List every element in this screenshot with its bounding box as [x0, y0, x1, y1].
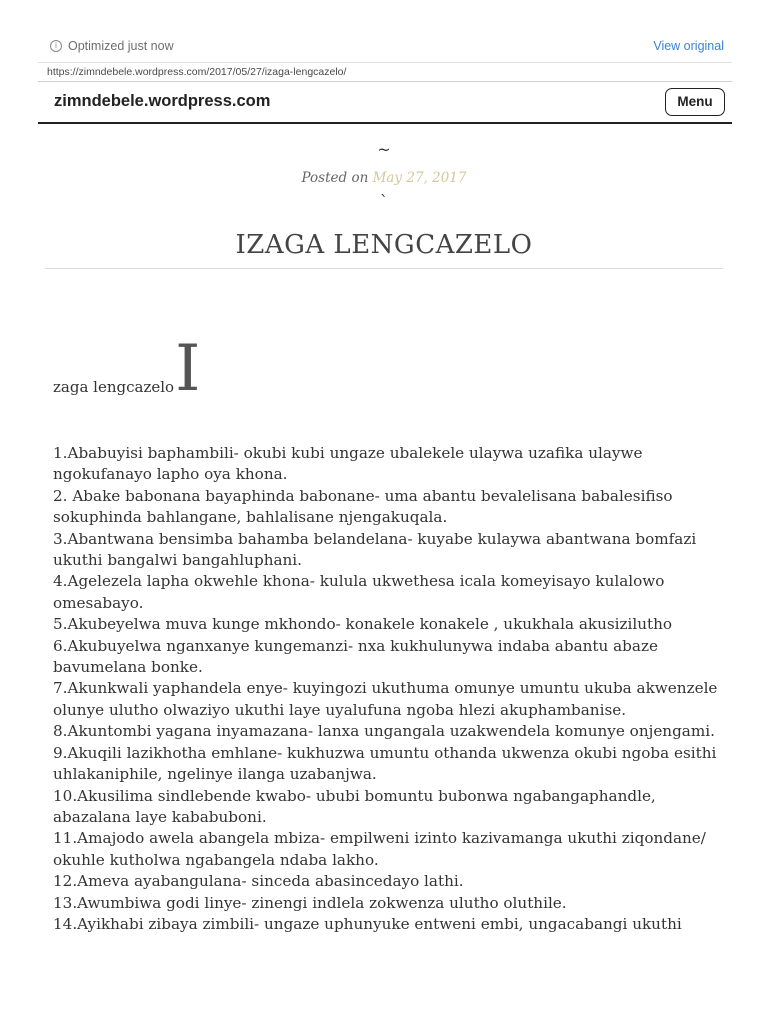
tilde-decoration: ~	[377, 140, 391, 159]
list-item: 6.Akubuyelwa nganxanye kungemanzi- nxa kukhulunywa indaba abantu abaze bavumelana bonke.	[53, 636, 658, 677]
list-item: 4.Agelezela lapha okwehle khona- kulula ukwethesa icala komeyisayo kulalowo omesabayo.	[53, 572, 665, 612]
list-item: 13.Awumbiwa godi linye- zinengi indlela zokwenza ulutho oluthile.	[53, 893, 567, 912]
page-url: https://zimndebele.wordpress.com/2017/05/27/izaga-lengcazelo/	[47, 66, 347, 78]
page-title: IZAGA LENGCAZELO	[235, 230, 533, 260]
view-original-link[interactable]: View original	[653, 39, 724, 53]
post-date-link[interactable]: May 27, 2017	[372, 170, 467, 186]
list-item: 12.Ameva ayabangulana- sinceda abasincedayo lathi.	[53, 872, 464, 891]
list-item: 9.Akuqili lazikhotha emhlane- kukhuzwa umuntu othanda ukwenza okubi ngoba esithi uhlakaniphile, ngelinye ilanga uzabanjwa.	[53, 743, 717, 784]
list-item: 7.Akunkwali yaphandela enye- kuyingozi ukuthuma omunye umuntu ukuba akwenzele olunye ulutho olwaziyo ukuthi laye uyalufuna ngoba hlezi akuphambanise.	[53, 679, 718, 719]
info-icon: i	[50, 40, 62, 52]
posted-on-label: Posted on	[301, 170, 373, 186]
post-meta	[0, 170, 768, 186]
tick-decoration: `	[380, 192, 388, 211]
site-header	[38, 82, 732, 124]
intro-text: zaga lengcazelo	[53, 378, 175, 396]
site-title-link[interactable]: zimndebele.wordpress.com	[54, 92, 271, 110]
list-item: 8.Akuntombi yagana inyamazana- lanxa ungangala uzakwendela komunye onjengami.	[53, 722, 715, 741]
intro-line	[53, 332, 201, 406]
list-item: 10.Akusilima sindlebende kwabo- ububi bomuntu bubonwa ngabangaphandle, abazalana laye kababuboni.	[53, 786, 656, 826]
optimization-banner	[0, 0, 768, 62]
menu-button[interactable]: Menu	[665, 88, 725, 116]
list-item: 11.Amajodo awela abangela mbiza- empilweni izinto kazivamanga ukuthi ziqondane/ okuhle kutholwa ngabangela ndaba lakho.	[53, 829, 706, 869]
url-bar	[38, 62, 732, 82]
list-item: 2. Abake babonana bayaphinda babonane- uma abantu bevalelisana babalesifiso sokuphinda bahlangane, bahlalisane njengakuqala.	[53, 486, 673, 527]
list-item: 14.Ayikhabi zibaya zimbili- ungaze uphunyuke entweni embi, ungacabangi ukuthi	[53, 914, 682, 933]
list-item: 3.Abantwana bensimba bahamba belandelana- kuyabe kulaywa abantwana bomfazi ukuthi bangalwi bangahluphani.	[53, 529, 697, 570]
proverb-list	[53, 443, 723, 935]
title-divider	[45, 268, 723, 269]
optimized-text: Optimized just now	[68, 39, 174, 53]
optimized-status	[50, 39, 174, 53]
list-item: 1.Ababuyisi baphambili- okubi kubi ungaze ubalekele ulaywa uzafika ulaywe ngokufanayo lapho oya khona.	[53, 444, 643, 484]
list-item: 5.Akubeyelwa muva kunge mkhondo- konakele konakele , ukukhala akusizilutho	[53, 615, 673, 634]
drop-cap: I	[175, 332, 201, 406]
